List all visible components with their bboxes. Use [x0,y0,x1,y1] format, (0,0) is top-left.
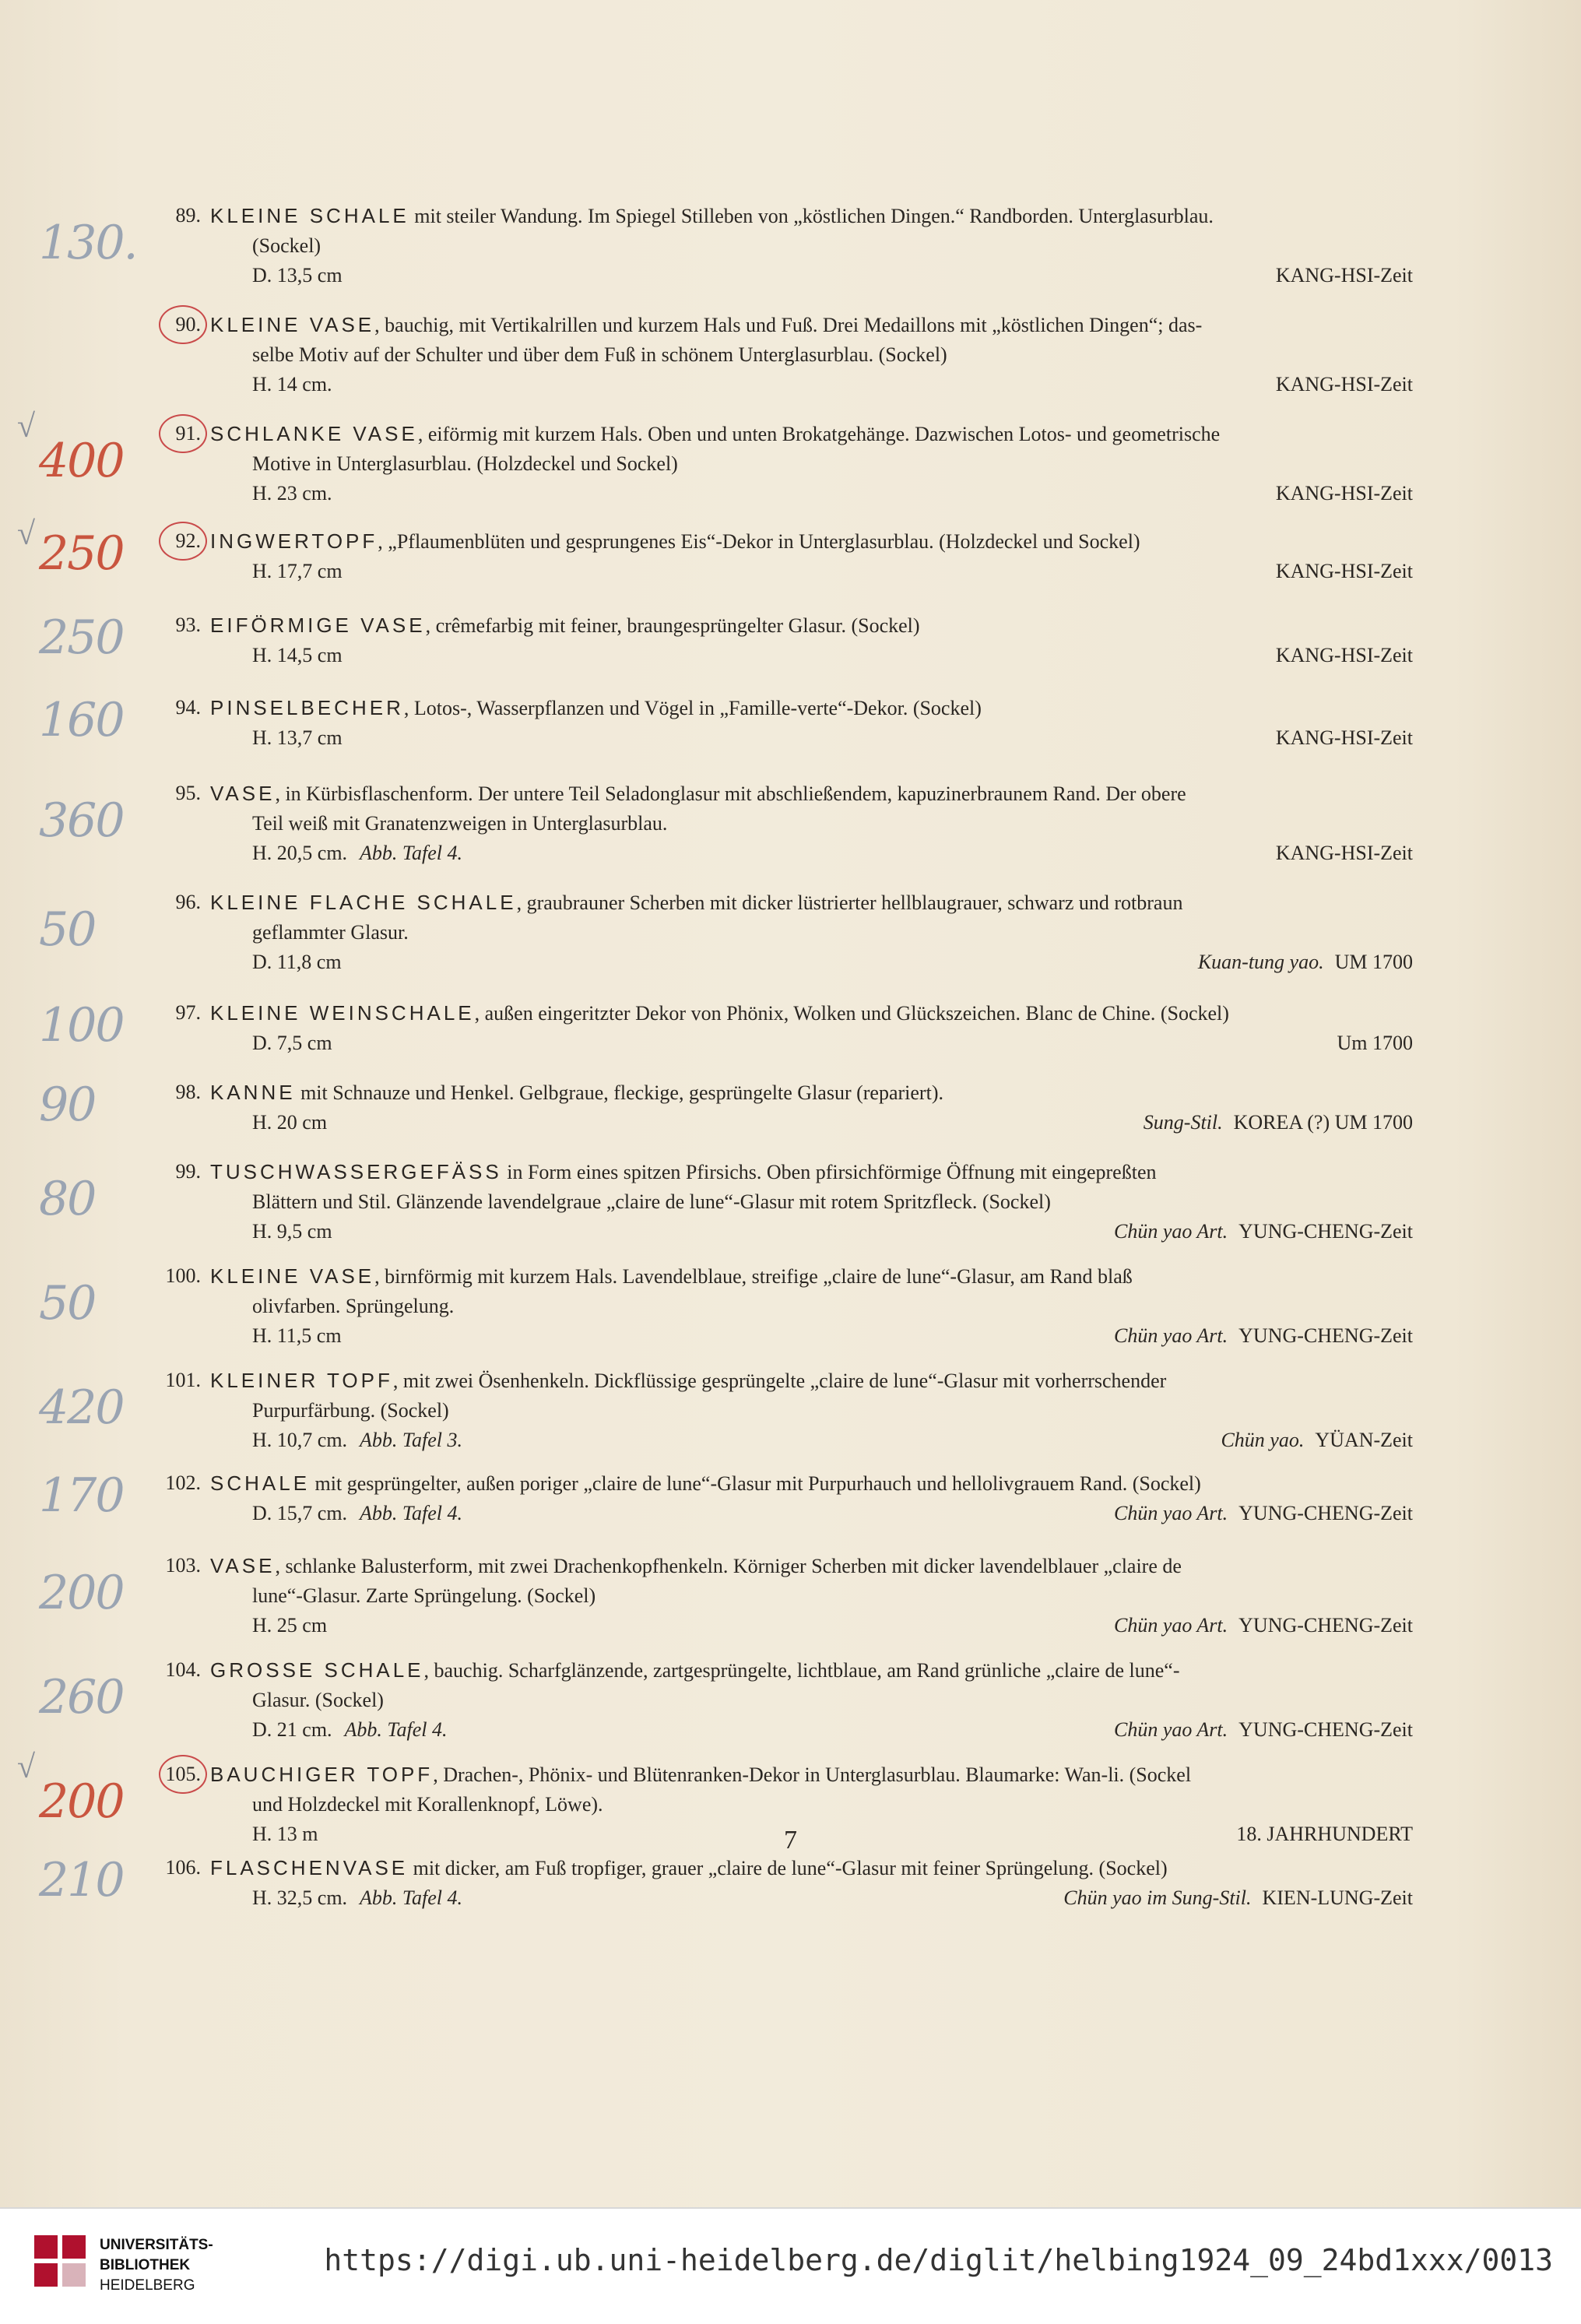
period-label: YUNG-CHENG-Zeit [1238,1220,1413,1243]
pencil-check-mark-icon: √ [17,409,36,445]
period-label: KANG-HSI-Zeit [1275,842,1413,864]
measurement-line [210,948,1413,977]
measurement-line [210,1611,1413,1640]
entry-number: 98. [175,1081,201,1103]
measurement-line [210,1108,1413,1137]
entry-description [210,610,1413,670]
handwritten-price-note: 100 [39,998,124,1053]
ware-style: Kuan-tung yao. [1197,951,1324,973]
object-title: EIFÖRMIGE VASE [210,614,426,637]
object-description-continued: olivfarben. Sprüngelung. [252,1295,455,1317]
object-description-text: , bauchig. Scharfglänzende, zartgesprüngelte, lichtblaue, am Rand grünliche „claire de lune“- [423,1659,1180,1682]
period-label: KANG-HSI-Zeit [1275,264,1413,287]
entry-description [210,1468,1413,1528]
entry-description [210,1551,1413,1640]
period-label: YUNG-CHENG-Zeit [1238,1502,1413,1524]
object-title: SCHLANKE VASE [210,422,418,445]
object-title: PINSELBECHER [210,696,404,719]
object-dimensions: H. 11,5 cm [252,1324,342,1347]
dating [1221,1426,1413,1455]
handwritten-price-note: 260 [39,1670,124,1725]
object-description-text: , mit zwei Ösenhenkeln. Dickflüssige gesprüngelte „claire de lune“-Glasur mit vorherrschender [392,1369,1167,1392]
handwritten-price-note: 130. [39,216,137,270]
measurement-line [210,1715,1413,1745]
entry-first-line [210,1551,1413,1581]
library-name[interactable] [100,2235,213,2296]
period-label: UM 1700 [1334,951,1413,973]
object-title: SCHALE [210,1471,311,1495]
ware-style: Chün yao Art. [1114,1718,1228,1741]
library-name-line1: UNIVERSITÄTS- [100,2237,213,2253]
object-dimensions: H. 32,5 cm. [252,1886,348,1909]
object-description-continued: lune“-Glasur. Zarte Sprüngelung. (Sockel) [252,1584,596,1607]
ware-style: Chün yao. [1221,1429,1305,1451]
pencil-check-mark-icon: √ [17,1749,36,1785]
entry-description [210,779,1413,868]
period-label: KANG-HSI-Zeit [1275,373,1413,396]
object-description-text: mit dicker, am Fuß tropfiger, grauer „claire de lune“-Glasur mit feiner Sprüngelung. (Sockel) [408,1857,1168,1879]
entry-first-line [210,1078,1413,1108]
handwritten-price-note: 210 [39,1853,124,1907]
measurement-line [210,557,1413,586]
ware-style: Chün yao Art. [1114,1502,1228,1524]
object-description-text: , schlanke Balusterform, mit zwei Drachenkopfhenkeln. Körniger Scherben mit dicker lavendelblauer „claire de [275,1555,1182,1577]
object-description-continued: Glasur. (Sockel) [252,1689,384,1711]
object-title: GROSSE SCHALE [210,1658,424,1682]
object-dimensions: D. 21 cm. [252,1718,332,1741]
period-label: KANG-HSI-Zeit [1275,726,1413,749]
object-description-text: , eiförmig mit kurzem Hals. Oben und unten Brokatgehänge. Dazwischen Lotos- und geometrische [417,423,1221,445]
entry-description [210,1261,1413,1351]
entry-first-line [210,998,1413,1028]
viewer-footer [0,2207,1581,2324]
dating [1063,1883,1413,1913]
object-dimensions: D. 15,7 cm. [252,1502,348,1524]
entry-first-line [210,310,1413,340]
plate-reference: Abb. Tafel 4. [344,1718,448,1741]
entry-description [210,310,1413,399]
measurement-line [210,1321,1413,1351]
dating [1276,370,1413,399]
handwritten-price-note: 80 [39,1172,96,1226]
object-dimensions: D. 11,8 cm [252,951,342,973]
handwritten-price-note: 250 [39,610,124,665]
object-description-text: , außen eingeritzter Dekor von Phönix, Wolken und Glückszeichen. Blanc de Chine. (Sockel) [474,1002,1229,1025]
entry-number: 100. [165,1264,201,1287]
entry-description [210,1366,1413,1455]
measurement-line [210,723,1413,753]
period-label: Um 1700 [1337,1032,1413,1054]
dating [1114,1611,1413,1640]
entry-number: 101. [165,1369,201,1391]
object-description-text: mit Schnauze und Henkel. Gelbgraue, fleckige, gesprüngelte Glasur (repariert). [295,1081,943,1104]
object-title: BAUCHIGER TOPF [210,1763,434,1786]
dating [1337,1028,1414,1058]
measurement-line [210,1028,1413,1058]
entry-first-line [210,201,1413,231]
measurement-line [210,479,1413,508]
object-dimensions: H. 13 m [252,1823,318,1845]
entry-number: 96. [175,891,201,913]
entry-description [210,201,1413,290]
object-description-continued: Teil weiß mit Granatenzweigen in Unterglasurblau. [252,812,668,835]
entry-description [210,419,1413,508]
entry-first-line [210,610,1413,641]
dating [1276,723,1413,753]
period-label: KANG-HSI-Zeit [1275,644,1413,666]
dating [1276,261,1413,290]
object-title: FLASCHENVASE [210,1856,409,1879]
object-description-continued: Motive in Unterglasurblau. (Holzdeckel und Sockel) [252,452,678,475]
dating [1114,1321,1413,1351]
object-description-text: , Lotos-, Wasserpflanzen und Vögel in „Famille-verte“-Dekor. (Sockel) [403,697,982,719]
object-description-text: , bauchig, mit Vertikalrillen und kurzem Hals und Fuß. Drei Medaillons mit „köstlichen Dingen“; das- [374,314,1203,336]
dating [1276,479,1413,508]
entry-description [210,998,1413,1058]
handwritten-price-note: 360 [39,793,124,848]
plate-reference: Abb. Tafel 3. [360,1429,462,1451]
object-description-text: mit steiler Wandung. Im Spiegel Stilleben von „köstlichen Dingen.“ Randborden. Unterglasurblau. [409,205,1214,227]
dating [1114,1715,1413,1745]
dating [1144,1108,1413,1137]
object-dimensions: H. 10,7 cm. [252,1429,348,1451]
object-description-continued: Blättern und Stil. Glänzende lavendelgraue „claire de lune“-Glasur mit rotem Spritzfleck. (Sockel) [252,1190,1051,1213]
entry-number: 91. [156,419,201,448]
entry-first-line [210,1366,1413,1396]
period-label: YÜAN-Zeit [1315,1429,1413,1451]
entry-number: 102. [165,1471,201,1494]
source-url[interactable]: https://digi.ub.uni-heidelberg.de/diglit/helbing1924_09_24bd1xxx/0013 [324,2243,1553,2277]
object-description-text: , crêmefarbig mit feiner, braungesprüngelter Glasur. (Sockel) [425,614,920,637]
object-description-continued: geflammter Glasur. [252,921,409,944]
entry-number: 106. [165,1856,201,1879]
object-title: KLEINE VASE [210,1264,375,1288]
object-title: KLEINE SCHALE [210,204,409,227]
handwritten-price-note: 160 [39,693,124,747]
entry-description [210,1078,1413,1137]
object-description-text: mit gesprüngelter, außen poriger „claire de lune“-Glasur mit Purpurhauch und hellolivgrauem Rand. (Sockel) [310,1472,1201,1495]
dating [1114,1499,1413,1528]
measurement-line [210,641,1413,670]
entry-first-line [210,1261,1413,1292]
period-label: YUNG-CHENG-Zeit [1238,1614,1413,1637]
measurement-line [210,370,1413,399]
period-label: YUNG-CHENG-Zeit [1238,1718,1413,1741]
entry-first-line [210,1760,1413,1790]
object-title: KANNE [210,1081,296,1104]
object-title: KLEINE WEINSCHALE [210,1001,475,1025]
period-label: 18. JAHRHUNDERT [1236,1823,1413,1845]
ware-style: Sung-Stil. [1143,1111,1223,1134]
object-title: VASE [210,1554,276,1577]
plate-reference: Abb. Tafel 4. [360,842,462,864]
object-description-continued: und Holzdeckel mit Korallenknopf, Löwe). [252,1793,603,1816]
entry-description [210,526,1413,586]
entry-first-line [210,1157,1413,1187]
entry-number: 90. [156,310,201,339]
object-description-continued: Purpurfärbung. (Sockel) [252,1399,449,1422]
pencil-check-mark-icon: √ [17,516,36,552]
handwritten-price-note: 200 [39,1774,124,1829]
object-dimensions: D. 13,5 cm [252,264,343,287]
entry-first-line [210,1655,1413,1686]
measurement-line [210,261,1413,290]
object-title: KLEINE FLACHE SCHALE [210,891,517,914]
entry-first-line [210,888,1413,918]
measurement-line [210,1426,1413,1455]
dating [1114,1217,1413,1246]
object-description-text: , birnförmig mit kurzem Hals. Lavendelblaue, streifige „claire de lune“-Glasur, am Rand blaß [374,1265,1133,1288]
ware-style: Chün yao Art. [1114,1614,1228,1637]
object-description-text: , „Pflaumenblüten und gesprungenes Eis“-Dekor in Unterglasurblau. (Holzdeckel und Sockel) [378,530,1140,553]
object-title: VASE [210,782,276,805]
object-description-text: , Drachen-, Phönix- und Blütenranken-Dekor in Unterglasurblau. Blaumarke: Wan-li. (Sockel [433,1763,1192,1786]
handwritten-price-note: 400 [39,434,124,488]
measurement-line [210,1499,1413,1528]
period-label: KANG-HSI-Zeit [1275,482,1413,505]
object-dimensions: H. 14,5 cm [252,644,343,666]
object-dimensions: H. 25 cm [252,1614,328,1637]
handwritten-price-note: 200 [39,1566,124,1620]
entry-number: 99. [175,1160,201,1183]
measurement-line [210,839,1413,868]
object-title: INGWERTOPF [210,529,378,553]
object-description-text: , in Kürbisflaschenform. Der untere Teil Seladonglasur mit abschließendem, kapuzinerbraunem Rand. Der obere [275,782,1186,805]
plate-reference: Abb. Tafel 4. [360,1886,462,1909]
handwritten-price-note: 170 [39,1468,124,1523]
object-dimensions: H. 9,5 cm [252,1220,332,1243]
object-description-continued: selbe Motiv auf der Schulter und über dem Fuß in schönem Unterglasurblau. (Sockel) [252,343,947,366]
object-description-text: in Form eines spitzen Pfirsichs. Oben pfirsichförmige Öffnung mit eingepreßten [501,1161,1157,1183]
object-description-continued: (Sockel) [252,234,321,257]
entry-number: 94. [175,696,201,719]
handwritten-price-note: 420 [39,1380,124,1435]
object-dimensions: H. 14 cm. [252,373,332,396]
entry-first-line [210,1468,1413,1499]
university-library-logo-icon[interactable] [31,2232,93,2301]
handwritten-price-note: 250 [39,526,124,581]
handwritten-price-note: 90 [39,1078,96,1132]
entry-number: 95. [175,782,201,804]
dating [1276,557,1413,586]
entry-description [210,1157,1413,1246]
handwritten-price-note: 50 [39,902,96,957]
entry-number: 92. [156,526,201,556]
entry-number: 105. [156,1760,201,1789]
entry-first-line [210,779,1413,809]
dating [1198,948,1413,977]
object-dimensions: H. 13,7 cm [252,726,343,749]
period-label: YUNG-CHENG-Zeit [1238,1324,1413,1347]
entry-first-line [210,419,1413,449]
entry-number: 103. [165,1554,201,1577]
object-dimensions: D. 7,5 cm [252,1032,332,1054]
handwritten-price-note: 50 [39,1276,96,1331]
measurement-line [210,1217,1413,1246]
entry-first-line [210,1853,1413,1883]
entry-description [210,693,1413,753]
dating [1276,641,1413,670]
page-number: 7 [784,1826,797,1855]
entry-number: 93. [175,614,201,636]
object-dimensions: H. 20 cm [252,1111,328,1134]
object-dimensions: H. 23 cm. [252,482,332,505]
period-label: KANG-HSI-Zeit [1275,560,1413,582]
ware-style: Chün yao im Sung-Stil. [1063,1886,1252,1909]
library-name-line2: BIBLIOTHEK [100,2257,191,2273]
measurement-line [210,1883,1413,1913]
entry-description [210,1655,1413,1745]
period-label: KIEN-LUNG-Zeit [1262,1886,1413,1909]
entry-first-line [210,526,1413,557]
ware-style: Chün yao Art. [1114,1324,1228,1347]
entry-number: 89. [175,204,201,227]
plate-reference: Abb. Tafel 4. [360,1502,462,1524]
entry-description [210,888,1413,977]
entry-number: 104. [165,1658,201,1681]
object-title: KLEINER TOPF [210,1369,393,1392]
dating [1276,839,1413,868]
object-description-text: , graubrauner Scherben mit dicker lüstrierter hellblaugrauer, schwarz und rotbraun [516,891,1183,914]
period-label: KOREA (?) UM 1700 [1233,1111,1413,1134]
entry-first-line [210,693,1413,723]
ware-style: Chün yao Art. [1114,1220,1228,1243]
library-name-line3: HEIDELBERG [100,2277,195,2294]
object-title: TUSCHWASSERGEFÄSS [210,1160,502,1183]
object-dimensions: H. 20,5 cm. [252,842,348,864]
object-title: KLEINE VASE [210,313,375,336]
entry-description [210,1853,1413,1913]
object-dimensions: H. 17,7 cm [252,560,343,582]
entry-number: 97. [175,1001,201,1024]
